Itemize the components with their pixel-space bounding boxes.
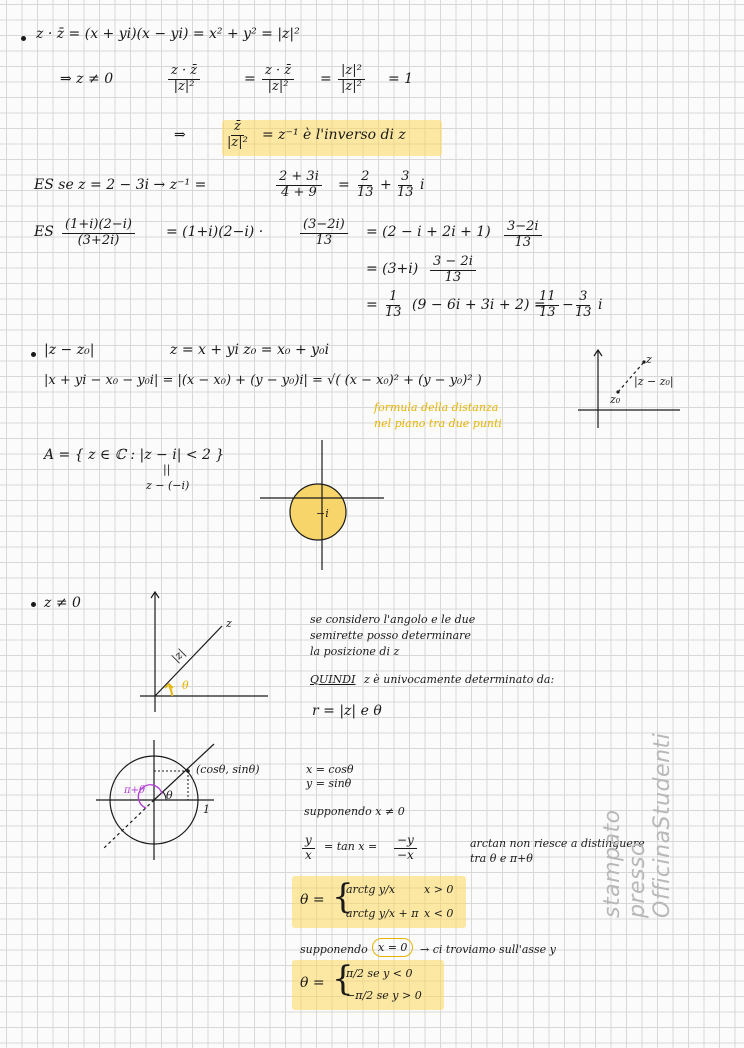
- label-theta: θ: [182, 679, 189, 692]
- fraction: $\frac{y}{x}$: [302, 834, 315, 863]
- x-zero-circled: x = 0: [372, 938, 413, 957]
- quindi: QUINDI: [310, 673, 356, 686]
- note-distance: nel piano tra due punti: [374, 417, 502, 430]
- theta: θ: [166, 789, 173, 802]
- plus: +: [380, 177, 392, 193]
- assumption: supponendo: [300, 943, 368, 956]
- text-line: z è univocamente determinato da:: [364, 673, 555, 686]
- unit-label: 1: [203, 803, 210, 816]
- equals: =: [366, 297, 378, 313]
- condition-z-nonzero: ⇒ z ≠ 0: [60, 71, 114, 87]
- fraction: $\frac{3}{13}$: [575, 289, 592, 320]
- case-2-condition: x < 0: [424, 907, 454, 920]
- opposite-ray: [104, 800, 154, 848]
- definitions: z = x + yi z₀ = x₀ + y₀i: [170, 342, 330, 358]
- fraction: $\frac{3}{13}$: [397, 169, 414, 200]
- text-line: se considero l'angolo e le due: [310, 613, 476, 626]
- theta-eq: θ =: [300, 975, 325, 991]
- case-1: arctg y/x: [346, 883, 396, 896]
- case-2: arctg y/x + π: [346, 907, 419, 920]
- fraction: $\frac{z \cdot z̄}{\text{|z|²}}$: [168, 64, 200, 95]
- assumption: supponendo x ≠ 0: [304, 805, 405, 818]
- example-2-label: ES: [34, 224, 54, 240]
- imag-unit: i: [420, 177, 425, 193]
- fraction: $\frac{2}{13}$: [357, 169, 374, 200]
- step: = (1+i)(2−i) ·: [166, 224, 264, 240]
- fraction: $\frac{11}{13}$: [536, 290, 559, 321]
- fraction: $\frac{-y}{-x}$: [394, 834, 417, 863]
- distance-heading: |z − z₀|: [44, 342, 95, 358]
- distance-formula: |x + yi − x₀ − y₀i| = |(x − x₀) + (y − y₀)i| = √( (x − x₀)² + (y − y₀)² ): [44, 373, 482, 388]
- fraction: $\frac{(1+i)(2-i)}{(3+2i)}$: [62, 218, 135, 249]
- step: = (3+i): [366, 261, 419, 277]
- substitution: z − (−i): [146, 479, 190, 492]
- fraction: $\frac{z \cdot z̄}{\text{|z|²}}$: [262, 64, 294, 95]
- fraction: $\frac{\text{|z|²}}{\text{|z|²}}$: [338, 64, 365, 95]
- z-nonzero-heading: z ≠ 0: [44, 595, 81, 611]
- equivalence-mark: ||: [163, 463, 171, 476]
- label-z0: z₀: [610, 393, 621, 406]
- arctan-note: tra θ e π+θ: [470, 852, 533, 865]
- case-2: −π/2 se y > 0: [346, 989, 422, 1002]
- case-1-condition: x > 0: [424, 883, 454, 896]
- brace: {: [332, 959, 354, 999]
- y-eq: y = sinθ: [306, 777, 352, 790]
- set-A: A = { z ∈ ℂ : |z − i| < 2 }: [44, 447, 225, 463]
- arctan-note: arctan non riesce a distinguere: [470, 837, 645, 850]
- inverse-statement: = z⁻¹ è l'inverso di z: [262, 127, 406, 143]
- point: [186, 769, 190, 773]
- point-label: (cosθ, sinθ): [196, 763, 260, 776]
- theta-eq: θ =: [300, 892, 325, 908]
- equals: =: [320, 71, 332, 87]
- conjugate-identity: z · z̄ = (x + yi)(x − yi) = x² + y² = |z|²: [36, 26, 300, 42]
- equals-one: = 1: [388, 71, 414, 87]
- note-distance: formula della distanza: [374, 401, 499, 414]
- polar-pair: r = |z| e θ: [312, 703, 382, 719]
- label-z: z: [646, 353, 652, 366]
- example-1: ES se z = 2 − 3i → z⁻¹ =: [34, 177, 207, 193]
- watermark: stampato presso OfficinaStudenti: [600, 732, 675, 918]
- step: (9 − 6i + 3i + 2) =: [412, 297, 546, 313]
- brace: {: [332, 877, 354, 917]
- fraction: $\frac{z̄}{\text{|z|²}}$: [227, 119, 248, 150]
- fraction: $\frac{3 - 2i}{13}$: [430, 255, 476, 286]
- center-label: −i: [316, 507, 329, 520]
- pi-plus-theta: π+θ: [124, 785, 145, 796]
- text-line: semirette posso determinare: [310, 629, 471, 642]
- step: = (2 − i + 2i + 1): [366, 224, 491, 240]
- label-modulus: |z|: [169, 646, 188, 665]
- fraction: $\frac{2 + 3i}{4 + 9}$: [276, 170, 322, 201]
- label-z: z: [226, 617, 232, 630]
- y-axis-note: → ci troviamo sull'asse y: [420, 943, 556, 956]
- minus: −: [562, 297, 574, 313]
- fraction: $\frac{(3-2i)}{13}$: [300, 218, 348, 249]
- imag-unit: i: [598, 297, 603, 313]
- fraction: $\frac{3-2i}{13}$: [504, 220, 542, 251]
- x-eq: x = cosθ: [306, 763, 354, 776]
- label-distance: |z − z₀|: [634, 375, 674, 388]
- text-line: la posizione di z: [310, 645, 400, 658]
- fraction: $\frac{1}{13}$: [385, 289, 402, 320]
- equals: =: [338, 177, 350, 193]
- case-1: π/2 se y < 0: [346, 967, 413, 980]
- implies-arrow: ⇒: [174, 127, 186, 143]
- tan-eq: = tan x =: [324, 840, 378, 853]
- equals: =: [244, 71, 256, 87]
